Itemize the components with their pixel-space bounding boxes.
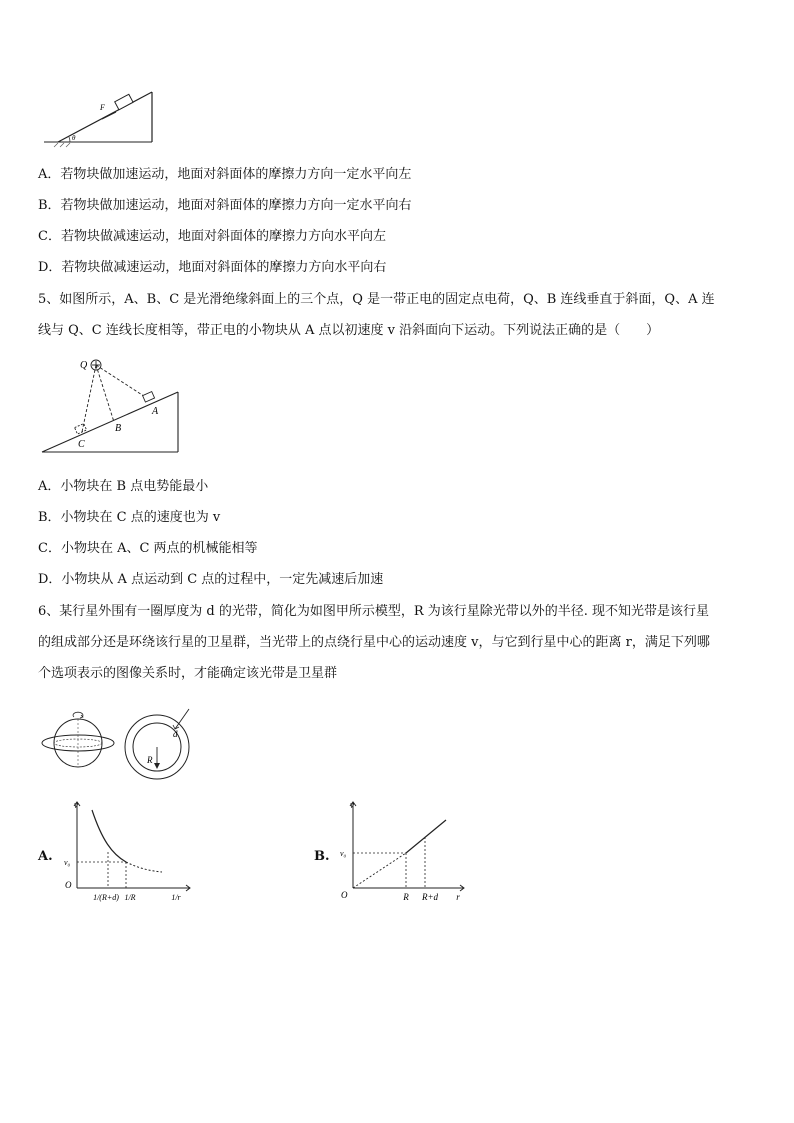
v0-label: v₀ [64, 858, 71, 867]
ring-section-figure [123, 705, 195, 783]
q4-option-b: B．若物块做加速运动，地面对斜面体的摩擦力方向一定水平向右 [38, 198, 412, 213]
point-b-label: B [115, 423, 122, 434]
force-label: F [100, 103, 105, 112]
axis-inverse-r-label: 1/r [171, 893, 181, 902]
q5-option-d: D．小物块从 A 点运动到 C 点的过程中，一定先减速后加速 [38, 572, 384, 587]
q5-stem-line1: 5、如图所示，A、B、C 是光滑绝缘斜面上的三个点，Q 是一带正电的固定点电荷，Q、B 连线垂直于斜面，Q、A 连 [38, 292, 715, 307]
origin-label: O [341, 890, 348, 900]
q6-option-b-graph [338, 796, 468, 906]
q6-stem-line1: 6、某行星外围有一圈厚度为 d 的光带，简化为如图甲所示模型，R 为该行星除光带以外的半径. 现不知光带是该行星 [38, 604, 710, 619]
thickness-d-label: d [173, 729, 178, 739]
planet-ring-figure [38, 705, 123, 775]
q4-option-d: D．若物块做减速运动，地面对斜面体的摩擦力方向水平向右 [38, 260, 387, 275]
q6-stem-line3: 个选项表示的图像关系时，才能确定该光带是卫星群 [38, 666, 338, 681]
radius-r-label: R [147, 755, 153, 765]
q5-option-b: B．小物块在 C 点的速度也为 v [38, 510, 221, 525]
origin-label: O [65, 880, 72, 890]
q6-option-a-label: A. [38, 849, 53, 864]
point-a-label: A [152, 406, 159, 417]
q4-option-c: C．若物块做减速运动，地面对斜面体的摩擦力方向水平向左 [38, 229, 386, 244]
incline-block-figure [38, 86, 158, 150]
axis-v-label: v [350, 800, 354, 810]
q4-option-a: A．若物块做加速运动，地面对斜面体的摩擦力方向一定水平向左 [38, 167, 412, 182]
q6-option-a-graph [62, 796, 197, 906]
q5-stem-line2: 线与 Q、C 连线长度相等，带正电的小物块从 A 点以初速度 v 沿斜面向下运动。下列说法正确的是（ ） [38, 323, 660, 338]
axis-v-label: v [74, 800, 78, 810]
tick-inverse-r-plus-d: 1/(R+d) [93, 893, 119, 902]
q5-option-c: C．小物块在 A、C 两点的机械能相等 [38, 541, 258, 556]
q6-option-b-label: B. [314, 849, 330, 864]
charge-q-label: Q [80, 360, 88, 371]
tick-r-plus-d: R+d [421, 892, 439, 902]
tick-r: R [403, 892, 409, 902]
point-c-label: C [78, 439, 85, 450]
q6-stem-line2: 的组成部分还是环绕该行星的卫星群，当光带上的点绕行星中心的运动速度 v，与它到行星中心的距离 r，满足下列哪 [38, 635, 710, 650]
tick-inverse-r: 1/R [124, 893, 136, 902]
axis-r-label: r [456, 892, 460, 902]
q5-option-a: A．小物块在 B 点电势能最小 [38, 479, 209, 494]
v0-label: v₀ [340, 849, 347, 858]
angle-label: θ [72, 134, 76, 142]
charge-incline-figure [38, 352, 183, 456]
